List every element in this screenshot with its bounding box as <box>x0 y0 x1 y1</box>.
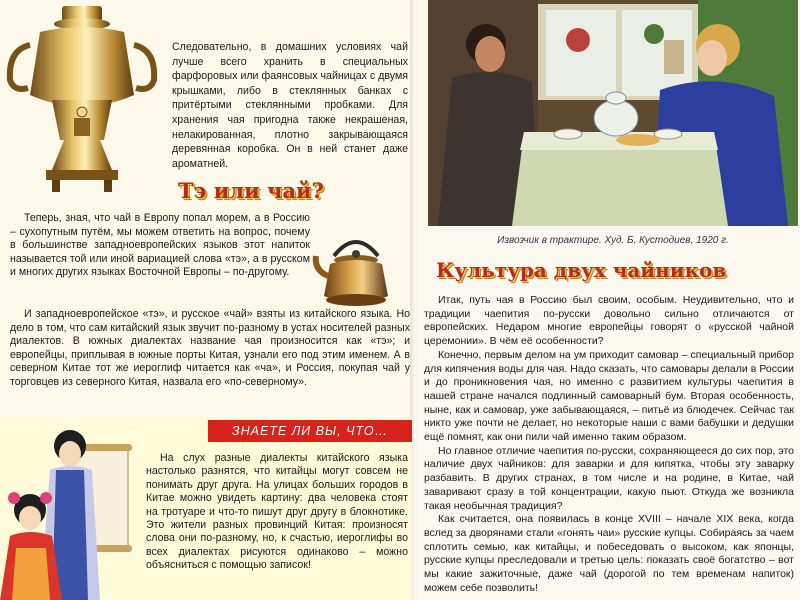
right-paragraph-2: Конечно, первым делом на ум приходит самовар – специальный прибор для кипячения воды для чая. Надо сказать, что самовары делали в России и до проникновения чая, но именно с развитием культуры чаепития в нашей стране начался подлинный самоварный бум. Вторая особенность, ныне, как и самовар, уже забывающаяся, – питьё из блюдечек. Сейчас так никто уже почти не делает, но некоторые наши с вами бабушки и дедушки ещё помнят, как они пили чай именно таким образом. <box>424 348 794 444</box>
did-you-know-banner: ЗНАЕТЕ ЛИ ВЫ, ЧТО… <box>208 420 412 442</box>
right-paragraph-4: Как считается, она появилась в конце XVIII – начале XIX века, когда вслед за дворянами стали «гонять чаи» русские купцы. Собираясь за чаем сплотить семью, как китайцы, и побеседовать о высоком, как японцы, русские купцы преследовали и третью цель: показать своё богатство – вот мы какие зажиточные, даже чай (дорогой по тем временам напиток) можем себе позволить! <box>424 513 794 594</box>
right-paragraph-1: Итак, путь чая в Россию был своим, особым. Неудивительно, что и традиции чаепития по-русски довольно сильно отличаются от европейских. Недаром многие европейцы говорят о «русской чайной церемонии». В чём её особенности? <box>424 294 794 348</box>
right-paragraph-3: Но главное отличие чаепития по-русски, сохраняющееся до сих пор, это наличие двух чайников: для заварки и для кипятка, чтобы эту заварку разбавить. В других странах, в том числе и на родине, в Китае, чай заваривают сразу в той концентрации, какую пьют. Откуда же возникла такая необычная традиция? <box>424 444 794 512</box>
heading-culture-two-teapots: Культура двух чайников <box>436 258 727 282</box>
paragraph-2: И западноевропейское «тэ», и русское «чай» взяты из китайского языка. Но дело в том, что сам китайский язык звучит по-разному в устах носителей разных диалектов. В южных диалектах название чая произносится как «тэ»; и европейцы, приплывая в южные порты Китая, узнали его под этим именем. А в северном Китае тот же иероглиф читается как «ча», и Россия, покупая чай у торговцев из северного Китая, назвала его «по-северному». <box>10 308 410 388</box>
kustodiev-painting <box>428 0 798 226</box>
kettle-illustration <box>312 226 400 310</box>
intro-text: Следовательно, в домашних условиях чай лучше всего хранить в специальных фарфоровых или фаянсовых чайницах с двумя крышками, либо в стеклянных банках с притёртыми стеклянными пробками. Для хранения чая пригодна также некрашеная, нелакированная, плотно закрывающаяся деревянная коробка. Он в ней станет даже ароматней. <box>172 41 408 170</box>
painting-caption: Извозчик в трактире. Худ. Б. Кустодиев, 1920 г. <box>497 235 729 246</box>
samovar-illustration <box>0 0 170 195</box>
right-paragraphs <box>424 294 794 595</box>
heading-te-ili-chai: Тэ или чай? <box>178 178 324 203</box>
did-you-know-text: На слух разные диалекты китайского языка настолько разнятся, что китайцы могут совсем не понимать друг друга. На улицах больших городов в Китае можно увидеть картину: два человека стоят на тротуаре и что-то пишут друг другу в блокнотике. Это жители разных провинций Китая: произносят слова они по-разному, но, к счастью, иероглифы во всех диалектах рисуются одинаково – можно объясниться с помощью записок! <box>146 452 408 572</box>
paragraph-1: Теперь, зная, что чай в Европу попал морем, а в Россию – сухопутным путём, мы можем ответить на вопрос, почему в большинстве западноевропейских языков этот напиток называется той или иной вариацией слова «тэ», а в русском и многих других языках Восточной Европы – по-другому. <box>10 212 310 279</box>
chinese-girls-illustration <box>0 408 150 600</box>
